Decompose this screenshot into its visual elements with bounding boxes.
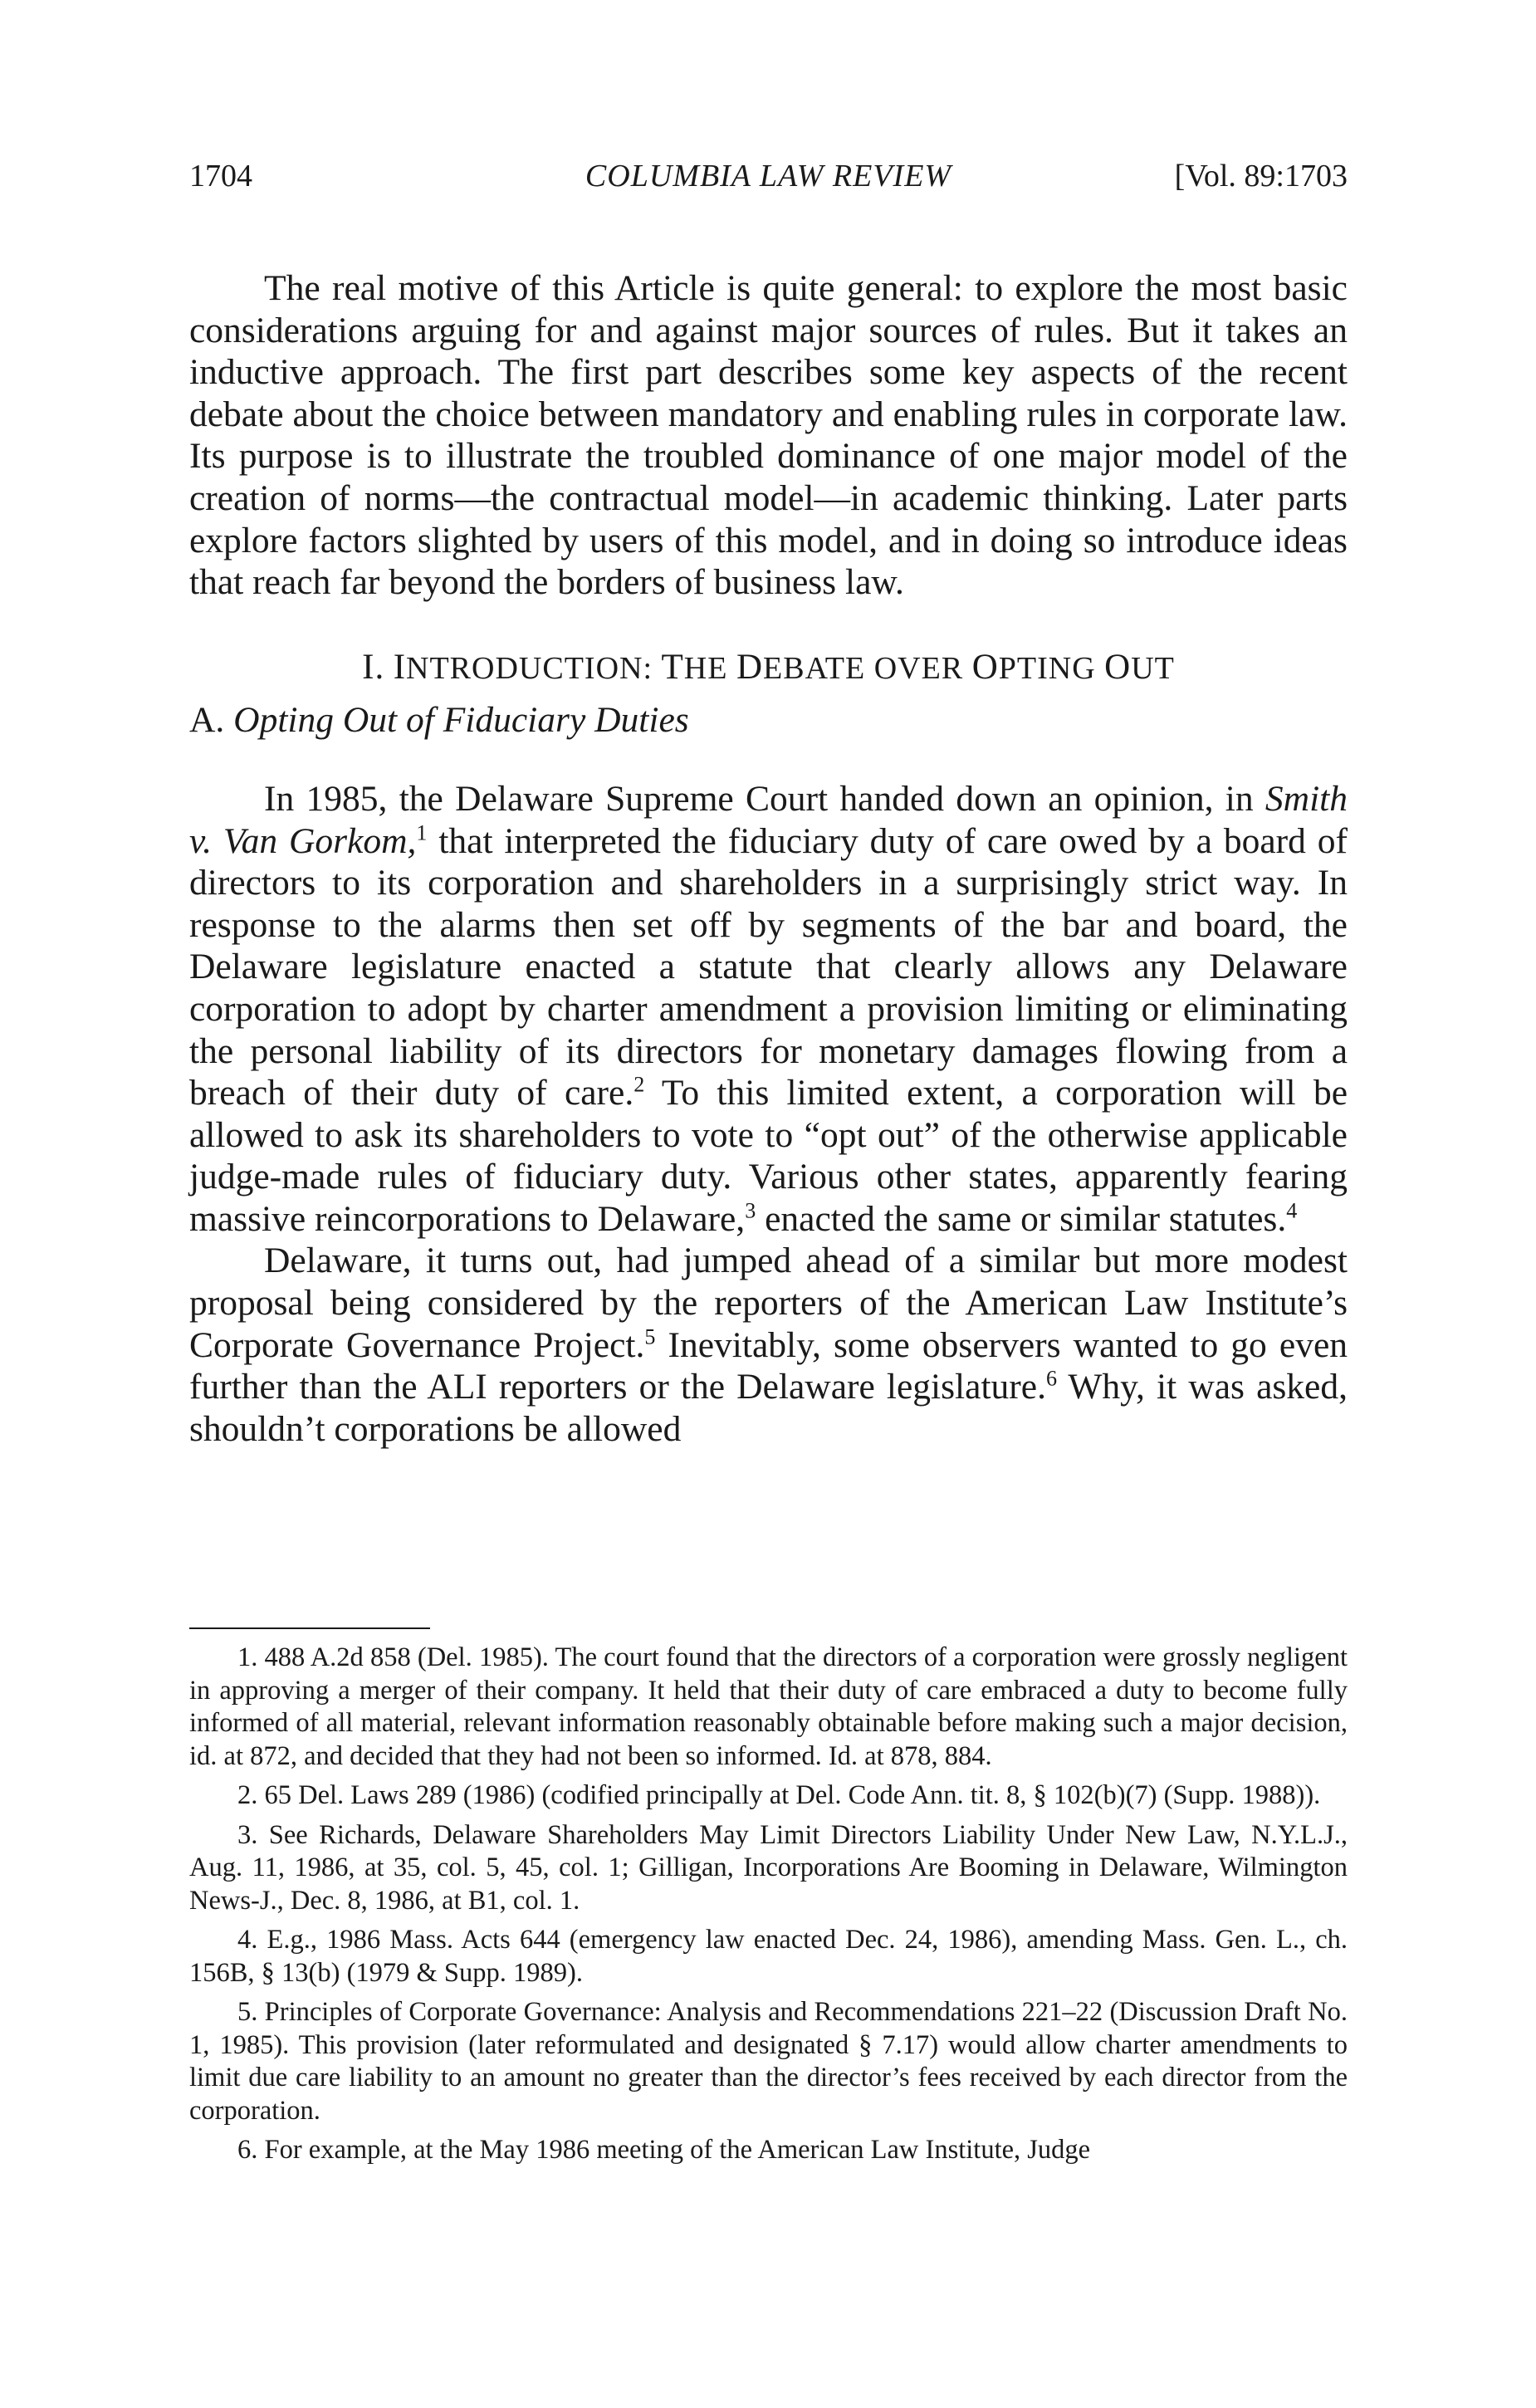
footnote: 1. 488 A.2d 858 (Del. 1985). The court found that the directors of a corporation were grossly negligent in approving a merger of their company. It held that their duty of care embraced a duty to become fully informed of all material, relevant information reasonably obtainable before making such a major decision, id. at 872, and decided that they had not been so informed. Id. at 878, 884.: [189, 1642, 1348, 1771]
footnote: 6. For example, at the May 1986 meeting of the American Law Institute, Judge: [237, 2135, 1091, 2165]
footnote-ref: 4: [1286, 1198, 1298, 1223]
footnote: 4. E.g., 1986 Mass. Acts 644 (emergency law enacted Dec. 24, 1986), amending Mass. Gen. L., ch. 156B, § 13(b) (1979 & Supp. 1989).: [189, 1925, 1348, 1988]
footnote: 3. See Richards, Delaware Shareholders May Limit Directors Liability Under New Law, N.Y.L.J., Aug. 11, 1986, at 35, col. 5, 45, col. 1; Gilligan, Incorporations Are Booming in Delaware, Wilmington News-J., Dec. 8, 1986, at B1, col. 1.: [189, 1819, 1348, 1916]
intro-paragraph: The real motive of this Article is quite general: to explore the most basic considerations arguing for and against major sources of rules. But it takes an inductive approach. The first part describes some key aspects of the recent debate about the choice between mandatory and enabling rules in corporate law. Its purpose is to illustrate the troubled dominance of one major model of the creation of norms—the contractual model—in academic thinking. Later parts explore factors slighted by users of this model, and in doing so introduce ideas that reach far beyond the borders of business law.: [189, 268, 1348, 603]
case-name: Smith v. Van Gorkom,: [189, 778, 1348, 861]
footnote: 2. 65 Del. Laws 289 (1986) (codified principally at Del. Code Ann. tit. 8, § 102(b)(7) (Supp. 1988)).: [237, 1780, 1321, 1810]
footnote-ref: 5: [644, 1324, 656, 1349]
running-header: [189, 151, 1348, 201]
subsection-heading: A. Opting Out of Fiduciary Duties: [189, 700, 689, 741]
footnote-ref: 3: [745, 1198, 756, 1223]
journal-title: COLUMBIA LAW REVIEW: [585, 159, 952, 193]
footnote-divider: [189, 1627, 430, 1629]
page-number: 1704: [189, 159, 252, 193]
footnote: 5. Principles of Corporate Governance: Analysis and Recommendations 221–22 (Discussion Draft No. 1, 1985). This provision (later reformulated and designated § 7.17) would allow charter amendments to limit due care liability to an amount no greater than the director’s fees received by each director from the corporation.: [189, 1997, 1348, 2126]
body-paragraph: In 1985, the Delaware Supreme Court handed down an opinion, in Smith v. Van Gorkom,$^1$ that interpreted the fiduciary duty of care owed by a board of directors to its corporation and shareholders in a surprisingly strict way. In response to the alarms then set off by segments of the bar and board, the Delaware legislature enacted a statute that clearly allows any Delaware corporation to adopt by charter amendment a provision limiting or eliminating the personal liability of its directors for monetary damages flowing from a breach of their duty of care.$^2$ To this limited extent, a corporation will be allowed to ask its shareholders to vote to “opt out” of the otherwise applicable judge-made rules of fiduciary duty. Various other states, apparently fearing massive reincorporations to Delaware,$^3$ enacted the same or similar statutes.$^4$: [189, 778, 1348, 1239]
section-heading: I. INTRODUCTION: THE DEBATE OVER OPTING OUT: [362, 647, 1175, 687]
footnotes: [189, 1642, 1348, 2167]
subsection-title: Opting Out of Fiduciary Duties: [233, 700, 689, 741]
volume-reference: [Vol. 89:1703: [1174, 159, 1348, 193]
footnote-ref: 6: [1045, 1366, 1057, 1391]
main-text: [189, 267, 1348, 1450]
footnote-ref: 1: [416, 820, 428, 845]
body-paragraph: Delaware, it turns out, had jumped ahead of a similar but more modest proposal being considered by the reporters of the American Law Institute’s Corporate Governance Project.$^5$ Inevitably, some observers wanted to go even further than the ALI reporters or the Delaware legislature.$^6$ Why, it was asked, shouldn’t corporations be allowed: [189, 1241, 1348, 1449]
footnote-ref: 2: [633, 1072, 645, 1097]
